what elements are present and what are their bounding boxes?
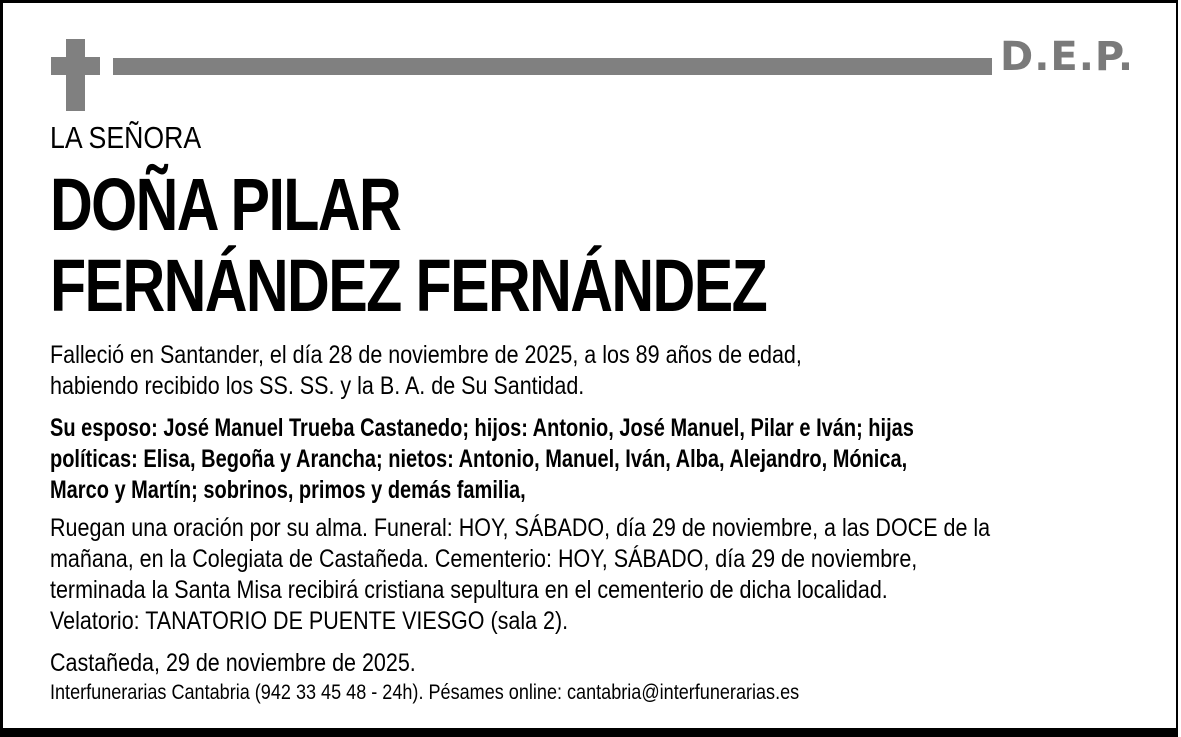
family-line: políticas: Elisa, Begoña y Arancha; nietos: Antonio, Manuel, Iván, Alba, Alejandro, Mónica, bbox=[50, 445, 908, 473]
death-notice bbox=[50, 340, 802, 402]
funeral-home-contact: Interfunerarias Cantabria (942 33 45 48 - 24h). Pésames online: cantabria@interfunerarias.es bbox=[50, 681, 800, 704]
dep-label: D.E.P. bbox=[1000, 34, 1135, 80]
service-details bbox=[50, 513, 990, 637]
cross-icon-arm bbox=[51, 57, 100, 75]
service-line: Ruegan una oración por su alma. Funeral: HOY, SÁBADO, día 29 de noviembre, a las DOCE de la bbox=[50, 514, 991, 542]
cross-icon bbox=[66, 39, 85, 111]
service-line: Velatorio: TANATORIO DE PUENTE VIESGO (sala 2). bbox=[50, 607, 569, 635]
service-line: mañana, en la Colegiata de Castañeda. Cementerio: HOY, SÁBADO, día 29 de noviembre, bbox=[50, 545, 918, 573]
death-notice-line: habiendo recibido los SS. SS. y la B. A. de Su Santidad. bbox=[50, 372, 585, 400]
place-date: Castañeda, 29 de noviembre de 2025. bbox=[50, 649, 416, 677]
header-rule bbox=[113, 58, 992, 75]
family-list bbox=[50, 413, 914, 506]
bottom-border bbox=[0, 728, 1178, 737]
honorific: LA SEÑORA bbox=[50, 120, 202, 155]
death-notice-line: Falleció en Santander, el día 28 de noviembre de 2025, a los 89 años de edad, bbox=[50, 341, 802, 369]
family-line: Su esposo: José Manuel Trueba Castanedo; hijos: Antonio, José Manuel, Pilar e Iván; hijas bbox=[50, 414, 914, 442]
deceased-name-line2: FERNÁNDEZ FERNÁNDEZ bbox=[50, 244, 767, 327]
family-line: Marco y Martín; sobrinos, primos y demás familia, bbox=[50, 476, 526, 504]
service-line: terminada la Santa Misa recibirá cristiana sepultura en el cementerio de dicha localidad. bbox=[50, 576, 888, 604]
deceased-name-line1: DOÑA PILAR bbox=[50, 163, 401, 246]
